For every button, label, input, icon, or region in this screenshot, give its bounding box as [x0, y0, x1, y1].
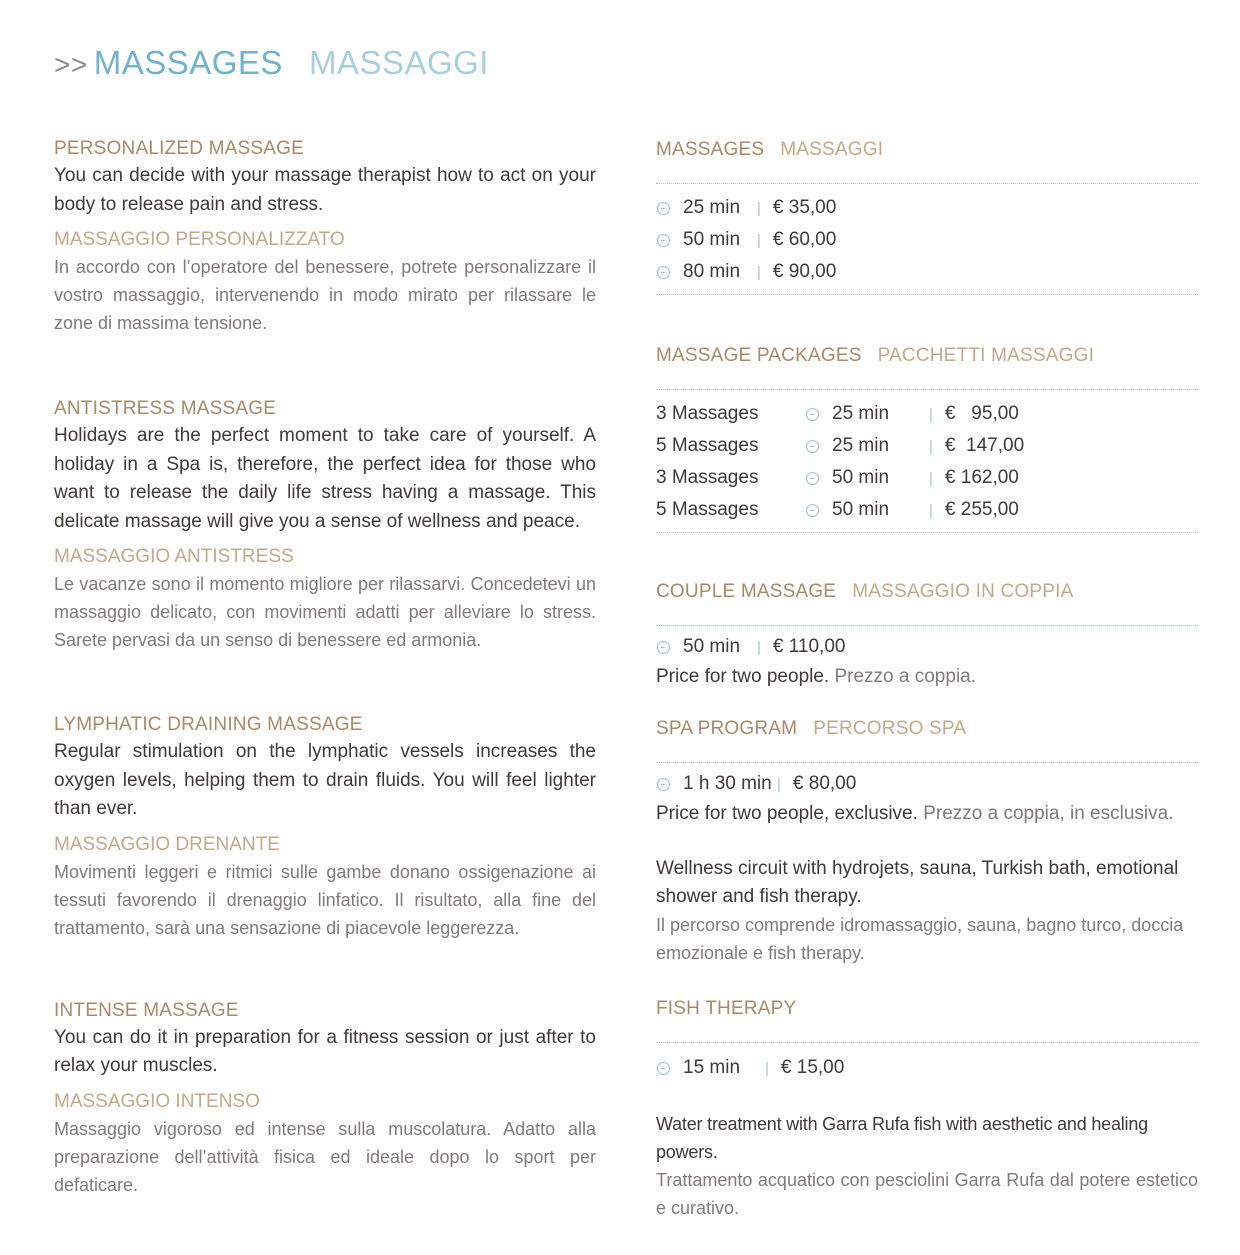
price-title-en: SPA PROGRAM — [656, 718, 798, 739]
price-title-en: COUPLE MASSAGE — [656, 581, 837, 602]
price-section-massages — [656, 137, 1198, 295]
massage-desc-en: Holidays are the perfect moment to take care of yourself. A holiday in a Spa is, therefore, the perfect idea for those who want to release the daily life stress having a massage. This delicate massage will give you a sense of wellness and peace. — [54, 425, 596, 532]
price-title-en: MASSAGE PACKAGES — [656, 345, 862, 366]
massage-title-en: LYMPHATIC DRAINING MASSAGE — [54, 714, 363, 735]
clock-icon — [806, 408, 819, 421]
package-row — [656, 494, 1198, 526]
divider — [656, 294, 1198, 295]
massage-intense — [54, 998, 596, 1199]
separator: | — [757, 638, 761, 656]
massage-title-en: INTENSE MASSAGE — [54, 999, 239, 1021]
price-section-title — [656, 716, 1198, 742]
massage-title-it: MASSAGGIO DRENANTE — [54, 833, 280, 855]
duration: 50 min — [832, 499, 890, 520]
price-section-title — [656, 579, 1198, 605]
price-row — [656, 256, 1198, 288]
massage-lymphatic — [54, 712, 596, 942]
massage-desc-en: You can do it in preparation for a fitness session or just after to relax your muscles. — [54, 1026, 596, 1076]
note-en: Price for two people, exclusive. — [656, 803, 918, 824]
divider — [656, 183, 1198, 184]
price-title-it: MASSAGGI — [780, 139, 884, 160]
price: € 35,00 — [772, 197, 837, 218]
duration: 50 min — [683, 229, 741, 250]
clock-icon — [806, 504, 819, 517]
price-note — [656, 663, 1198, 691]
note-it: Prezzo a coppia. — [834, 666, 977, 687]
divider — [656, 625, 1198, 626]
price-row — [656, 768, 1198, 800]
fish-desc-en: Water treatment with Garra Rufa fish with aesthetic and healing powers. — [656, 1114, 1148, 1162]
package-name: 5 Massages — [656, 435, 759, 456]
fish-desc-it: Trattamento acquatico con pesciolini Garra Rufa dal potere estetico e curativo. — [656, 1170, 1198, 1218]
price-title-en: MASSAGES — [656, 139, 765, 160]
price-section-title — [656, 996, 1198, 1022]
package-name: 3 Massages — [656, 403, 759, 424]
spa-desc-it: Il percorso comprende idromassaggio, sauna, bagno turco, doccia emozionale e fish therapy. — [656, 915, 1184, 963]
separator: | — [929, 437, 933, 455]
separator: | — [777, 775, 781, 793]
price-section-title — [656, 137, 1198, 163]
spa-desc-en: Wellness circuit with hydrojets, sauna, Turkish bath, emotional shower and fish therapy. — [656, 858, 1179, 907]
separator: | — [757, 231, 761, 249]
package-name: 3 Massages — [656, 467, 759, 488]
duration: 50 min — [683, 636, 741, 657]
separator: | — [929, 501, 933, 519]
package-name: 5 Massages — [656, 499, 759, 520]
massage-desc-it: In accordo con l’operatore del benessere, potrete personalizzare il vostro massaggio, intervenendo in modo mirato per rilassare le zone di massima tensione. — [54, 257, 596, 333]
massage-desc-it: Massaggio vigoroso ed intense sulla muscolatura. Adatto alla preparazione dell’attività fisica ed ideale dopo lo sport per defaticare. — [54, 1118, 596, 1195]
separator: | — [929, 405, 933, 423]
massage-desc-en: You can decide with your massage therapist how to act on your body to release pain and stress. — [54, 165, 596, 215]
separator: | — [765, 1059, 769, 1077]
clock-icon — [657, 1062, 670, 1075]
massage-title-it: MASSAGGIO PERSONALIZZATO — [54, 229, 345, 250]
price: € 147,00 — [944, 435, 1025, 456]
title-arrows: >> — [54, 49, 88, 80]
price-row — [656, 224, 1198, 256]
clock-icon — [657, 234, 670, 247]
price-row — [656, 1052, 1198, 1084]
duration: 50 min — [832, 467, 890, 488]
duration: 25 min — [683, 197, 741, 218]
price-section-packages — [656, 343, 1198, 533]
massage-title-it: MASSAGGIO ANTISTRESS — [54, 546, 294, 567]
price-title-it: PACCHETTI MASSAGGI — [877, 345, 1095, 366]
massage-descriptions — [54, 136, 596, 1255]
clock-icon — [806, 472, 819, 485]
duration: 1 h 30 min — [683, 773, 772, 794]
price-title-it: PERCORSO SPA — [813, 718, 967, 739]
price-section-couple — [656, 579, 1198, 691]
clock-icon — [657, 641, 670, 654]
title-it: MASSAGGI — [308, 44, 489, 81]
duration: 15 min — [683, 1057, 741, 1078]
package-row — [656, 430, 1198, 462]
price-list — [656, 136, 1198, 1222]
massage-desc-en: Regular stimulation on the lymphatic vessels increases the oxygen levels, helping them to drain fluids. You will feel lighter than ever. — [54, 741, 596, 819]
massage-desc-it: Le vacanze sono il momento migliore per rilassarvi. Concedetevi un massaggio delicato, con movimenti adatti per alleviare lo stress. Sarete pervasi da un senso di benessere ed armonia. — [54, 574, 596, 650]
price-row — [656, 192, 1198, 224]
clock-icon — [657, 266, 670, 279]
clock-icon — [657, 202, 670, 215]
duration: 80 min — [683, 261, 741, 282]
massage-title-it: MASSAGGIO INTENSO — [54, 1090, 260, 1112]
massage-title-en: ANTISTRESS MASSAGE — [54, 398, 277, 419]
price: € 110,00 — [772, 636, 846, 657]
divider — [656, 762, 1198, 763]
price-title-en: FISH THERAPY — [656, 998, 797, 1019]
package-row — [656, 462, 1198, 494]
divider — [656, 389, 1198, 390]
massage-title-en: PERSONALIZED MASSAGE — [54, 138, 305, 159]
price-row — [656, 631, 1198, 663]
divider — [656, 1042, 1198, 1043]
price-section-spa — [656, 716, 1198, 967]
price-title-it: MASSAGGIO IN COPPIA — [852, 581, 1074, 602]
separator: | — [757, 263, 761, 281]
clock-icon — [806, 440, 819, 453]
price: € 95,00 — [944, 403, 1019, 424]
massage-personalized — [54, 136, 596, 337]
price-section-fish — [656, 996, 1198, 1222]
package-row — [656, 398, 1198, 430]
price: € 162,00 — [944, 467, 1019, 488]
divider — [656, 532, 1198, 533]
duration: 25 min — [832, 435, 890, 456]
price-note — [656, 800, 1198, 828]
price-section-title — [656, 343, 1198, 369]
price: € 255,00 — [944, 499, 1019, 520]
price: € 60,00 — [772, 229, 837, 250]
page-title — [54, 44, 489, 82]
separator: | — [929, 469, 933, 487]
title-en: MASSAGES — [93, 44, 283, 81]
note-en: Price for two people. — [656, 666, 830, 687]
price: € 15,00 — [780, 1057, 845, 1078]
price: € 80,00 — [792, 773, 857, 794]
price: € 90,00 — [772, 261, 837, 282]
separator: | — [757, 199, 761, 217]
clock-icon — [657, 778, 670, 791]
massage-antistress — [54, 396, 596, 654]
duration: 25 min — [832, 403, 890, 424]
massage-desc-it: Movimenti leggeri e ritmici sulle gambe donano ossigenazione ai tessuti favorendo il drenaggio linfatico. Il risultato, alla fine del trattamento, sarà una sensazione di piacevole leggerezza. — [54, 861, 596, 938]
note-it: Prezzo a coppia, in esclusiva. — [923, 803, 1174, 824]
